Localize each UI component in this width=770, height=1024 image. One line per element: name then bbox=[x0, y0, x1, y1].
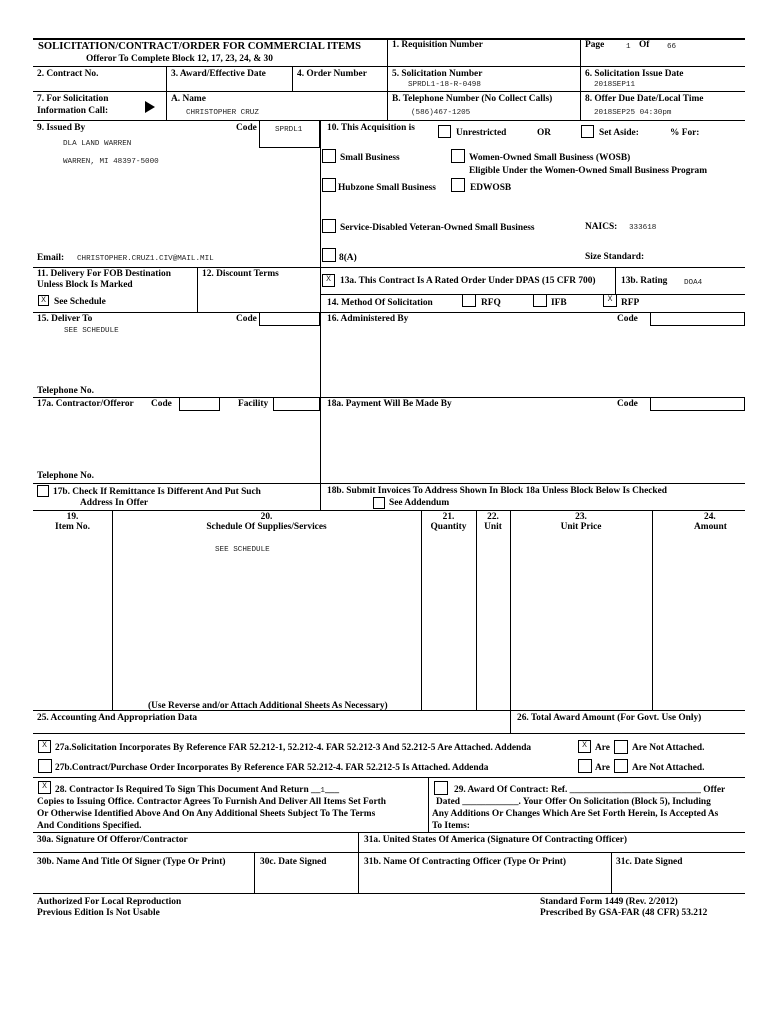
deliver-to-code-box bbox=[259, 312, 320, 326]
deliver-to-code-label: Code bbox=[236, 314, 257, 324]
administered-by-label: 16. Administered By bbox=[327, 314, 409, 324]
schedule-note: (Use Reverse and/or Attach Additional Sheets As Necessary) bbox=[148, 701, 388, 711]
footer-right-2: Prescribed By GSA-FAR (48 CFR) 53.212 bbox=[540, 908, 708, 918]
contractor-telephone-label: Telephone No. bbox=[37, 471, 94, 481]
27a-are-label: Are bbox=[595, 743, 610, 753]
telephone-value: (586)467-1205 bbox=[411, 109, 471, 117]
info-call-label-2: Information Call: bbox=[37, 106, 109, 116]
28-line-4: And Conditions Specified. bbox=[37, 821, 142, 831]
administered-by-code-label: Code bbox=[617, 314, 638, 324]
27a-are-checkbox[interactable]: X bbox=[578, 740, 591, 753]
method-label: 14. Method Of Solicitation bbox=[327, 298, 433, 308]
footer-left-2: Previous Edition Is Not Usable bbox=[37, 908, 160, 918]
29-line-4: To Items: bbox=[432, 821, 470, 831]
set-aside-label: Set Aside: bbox=[599, 128, 639, 138]
small-business-checkbox[interactable] bbox=[322, 149, 336, 163]
payment-code-box bbox=[650, 397, 745, 411]
email-label: Email: bbox=[37, 253, 65, 263]
contractor-code-box bbox=[179, 397, 220, 411]
contractor-label: 17a. Contractor/Offeror bbox=[37, 399, 134, 409]
29-line-3: Any Additions Or Changes Which Are Set Forth Herein, Is Accepted As bbox=[432, 809, 719, 819]
form-title: SOLICITATION/CONTRACT/ORDER FOR COMMERCIAL ITEMS bbox=[38, 41, 362, 52]
issued-by-line-2: WARREN, MI 48397-5000 bbox=[63, 158, 159, 166]
hubzone-checkbox[interactable] bbox=[322, 178, 336, 192]
addendum-checkbox[interactable] bbox=[373, 497, 385, 509]
delivery-fob-label-2: Unless Block Is Marked bbox=[37, 280, 133, 290]
col22-header: Unit bbox=[484, 522, 502, 532]
rfp-label: RFP bbox=[621, 298, 640, 308]
addendum-label: See Addendum bbox=[389, 498, 450, 508]
col19-header: Item No. bbox=[55, 522, 90, 532]
remittance-checkbox[interactable] bbox=[37, 485, 49, 497]
wosb-program-label: Eligible Under the Women-Owned Small Business Program bbox=[469, 166, 708, 176]
31a-label: 31a. United States Of America (Signature Of Contracting Officer) bbox=[364, 835, 628, 845]
percent-for-label: % For: bbox=[670, 128, 700, 138]
30c-label: 30c. Date Signed bbox=[260, 857, 327, 867]
deliver-to-label: 15. Deliver To bbox=[37, 314, 93, 324]
requisition-number-label: 1. Requisition Number bbox=[392, 40, 483, 50]
total-award-label: 26. Total Award Amount (For Govt. Use Only) bbox=[517, 713, 702, 723]
29-line-1: 29. Award Of Contract: Ref. ____________________________ Offer bbox=[454, 785, 726, 795]
sdvosb-checkbox[interactable] bbox=[322, 219, 336, 233]
set-aside-checkbox[interactable] bbox=[581, 125, 594, 138]
solicitation-number-label: 5. Solicitation Number bbox=[392, 69, 483, 79]
issued-by-code-value: SPRDL1 bbox=[275, 126, 303, 134]
28-line-3: Or Otherwise Identified Above And On Any Additional Sheets Subject To The Terms bbox=[37, 809, 376, 819]
sdvosb-label: Service-Disabled Veteran-Owned Small Business bbox=[340, 223, 535, 233]
col23-number: 23. bbox=[575, 512, 587, 522]
27a-checkbox[interactable]: X bbox=[38, 740, 51, 753]
administered-by-code-box bbox=[650, 312, 745, 326]
31c-label: 31c. Date Signed bbox=[616, 857, 683, 867]
issued-by-code-label: Code bbox=[236, 123, 257, 133]
27b-are-checkbox[interactable] bbox=[578, 759, 592, 773]
arrow-right-icon bbox=[145, 101, 155, 113]
col23-header: Unit Price bbox=[560, 522, 602, 532]
payment-code-label: Code bbox=[617, 399, 638, 409]
see-schedule-label: See Schedule bbox=[54, 297, 106, 307]
28-line-1 bbox=[55, 785, 339, 797]
col22-number: 22. bbox=[487, 512, 499, 522]
27b-are-not-checkbox[interactable] bbox=[614, 759, 628, 773]
27b-checkbox[interactable] bbox=[38, 759, 52, 773]
or-label: OR bbox=[537, 128, 552, 138]
28-checkbox[interactable]: X bbox=[38, 781, 51, 794]
ifb-label: IFB bbox=[551, 298, 567, 308]
edwosb-checkbox[interactable] bbox=[451, 178, 465, 192]
of-label: Of bbox=[639, 40, 650, 50]
col19-number: 19. bbox=[66, 512, 79, 522]
27b-are-label: Are bbox=[595, 763, 610, 773]
naics-label: NAICS: bbox=[585, 222, 618, 232]
unrestricted-checkbox[interactable] bbox=[438, 125, 451, 138]
offer-due-label: 8. Offer Due Date/Local Time bbox=[585, 94, 704, 104]
remittance-label-1: 17b. Check If Remittance Is Different And Put Such bbox=[53, 487, 261, 497]
hubzone-label: Hubzone Small Business bbox=[338, 183, 436, 193]
28-copies-value: 1 bbox=[320, 787, 325, 795]
deliver-to-value: SEE SCHEDULE bbox=[64, 327, 119, 335]
27a-are-not-label: Are Not Attached. bbox=[632, 743, 705, 753]
edwosb-label: EDWOSB bbox=[470, 183, 512, 193]
contractor-code-label: Code bbox=[151, 399, 172, 409]
rfq-label: RFQ bbox=[481, 298, 501, 308]
order-number-label: 4. Order Number bbox=[297, 69, 367, 79]
28-line-1-text: 28. Contractor Is Required To Sign This Document And Return __ bbox=[55, 785, 321, 795]
col20-number: 20. bbox=[260, 512, 273, 522]
col24-number: 24. bbox=[704, 512, 716, 522]
28-line-1-tail: ___ bbox=[324, 785, 340, 795]
rating-value: DOA4 bbox=[684, 279, 703, 287]
footer-right-1: Standard Form 1449 (Rev. 2/2012) bbox=[540, 897, 678, 907]
payment-label: 18a. Payment Will Be Made By bbox=[327, 399, 452, 409]
29-line-2: Dated ____________. Your Offer On Solicitation (Block 5), Including bbox=[436, 797, 711, 807]
dpas-checkbox[interactable]: X bbox=[322, 274, 335, 287]
29-checkbox[interactable] bbox=[434, 781, 448, 795]
facility-label: Facility bbox=[238, 399, 269, 409]
issue-date-value: 2018SEP11 bbox=[594, 81, 636, 89]
col21-header: Quantity bbox=[430, 522, 467, 532]
30b-label: 30b. Name And Title Of Signer (Type Or Print) bbox=[37, 857, 226, 867]
info-call-label-1: 7. For Solicitation bbox=[37, 94, 109, 104]
eight-a-checkbox[interactable] bbox=[322, 248, 336, 262]
size-standard-label: Size Standard: bbox=[585, 252, 645, 262]
page-number: 1 bbox=[626, 43, 631, 51]
name-value: CHRISTOPHER CRUZ bbox=[186, 109, 259, 117]
naics-value: 333618 bbox=[629, 224, 657, 232]
issue-date-label: 6. Solicitation Issue Date bbox=[585, 69, 684, 79]
28-line-2: Copies to Issuing Office. Contractor Agrees To Furnish And Deliver All Items Set Forth bbox=[37, 797, 386, 807]
award-date-label: 3. Award/Effective Date bbox=[171, 69, 266, 79]
form-subtitle: Offeror To Complete Block 12, 17, 23, 24, & 30 bbox=[86, 54, 273, 64]
ifb-checkbox[interactable] bbox=[533, 294, 547, 307]
27a-label: 27a.Solicitation Incorporates By Reference FAR 52.212-1, 52.212-4. FAR 52.212-3 And 52.212-5 Are Attached. Addenda bbox=[55, 743, 532, 753]
30a-label: 30a. Signature Of Offeror/Contractor bbox=[37, 835, 188, 845]
schedule-content: SEE SCHEDULE bbox=[215, 546, 270, 554]
facility-box bbox=[273, 397, 320, 411]
accounting-label: 25. Accounting And Appropriation Data bbox=[37, 713, 198, 723]
rating-label: 13b. Rating bbox=[621, 276, 668, 286]
27a-are-not-checkbox[interactable] bbox=[614, 740, 628, 754]
rfp-checkbox[interactable]: X bbox=[603, 294, 617, 307]
contract-number-label: 2. Contract No. bbox=[37, 69, 99, 79]
email-value: CHRISTOPHER.CRUZ1.CIV@MAIL.MIL bbox=[77, 255, 214, 263]
wosb-checkbox[interactable] bbox=[451, 149, 465, 163]
discount-terms-label: 12. Discount Terms bbox=[202, 269, 279, 279]
col24-header: Amount bbox=[694, 522, 727, 532]
footer-left-1: Authorized For Local Reproduction bbox=[37, 897, 182, 907]
27b-label: 27b.Contract/Purchase Order Incorporates By Reference FAR 52.212-4. FAR 52.212-5 Is Attached. Addenda bbox=[55, 763, 489, 773]
small-business-label: Small Business bbox=[340, 153, 400, 163]
solicitation-number-value: SPRDL1-18-R-0498 bbox=[408, 81, 481, 89]
col20-header: Schedule Of Supplies/Services bbox=[206, 522, 327, 532]
offer-due-value: 2018SEP25 04:30pm bbox=[594, 109, 672, 117]
31b-label: 31b. Name Of Contracting Officer (Type Or Print) bbox=[364, 857, 567, 867]
see-schedule-checkbox[interactable]: X bbox=[38, 295, 49, 306]
delivery-fob-label-1: 11. Delivery For FOB Destination bbox=[37, 269, 171, 279]
wosb-label: Women-Owned Small Business (WOSB) bbox=[469, 153, 631, 163]
col21-number: 21. bbox=[442, 512, 455, 522]
unrestricted-label: Unrestricted bbox=[456, 128, 507, 138]
remittance-label-2: Address In Offer bbox=[80, 498, 149, 508]
name-label: A. Name bbox=[171, 94, 206, 104]
eight-a-label: 8(A) bbox=[339, 253, 357, 263]
submit-invoices-label: 18b. Submit Invoices To Address Shown In Block 18a Unless Block Below Is Checked bbox=[327, 486, 668, 496]
telephone-label: B. Telephone Number (No Collect Calls) bbox=[392, 94, 553, 104]
27b-are-not-label: Are Not Attached. bbox=[632, 763, 705, 773]
rfq-checkbox[interactable] bbox=[462, 294, 476, 307]
issued-by-label: 9. Issued By bbox=[37, 123, 86, 133]
deliver-to-telephone-label: Telephone No. bbox=[37, 386, 94, 396]
acquisition-label: 10. This Acquisition is bbox=[327, 123, 415, 133]
page-label: Page bbox=[585, 40, 605, 50]
page-total: 66 bbox=[667, 43, 677, 51]
dpas-label: 13a. This Contract Is A Rated Order Under DPAS (15 CFR 700) bbox=[340, 276, 596, 286]
issued-by-line-1: DLA LAND WARREN bbox=[63, 140, 132, 148]
